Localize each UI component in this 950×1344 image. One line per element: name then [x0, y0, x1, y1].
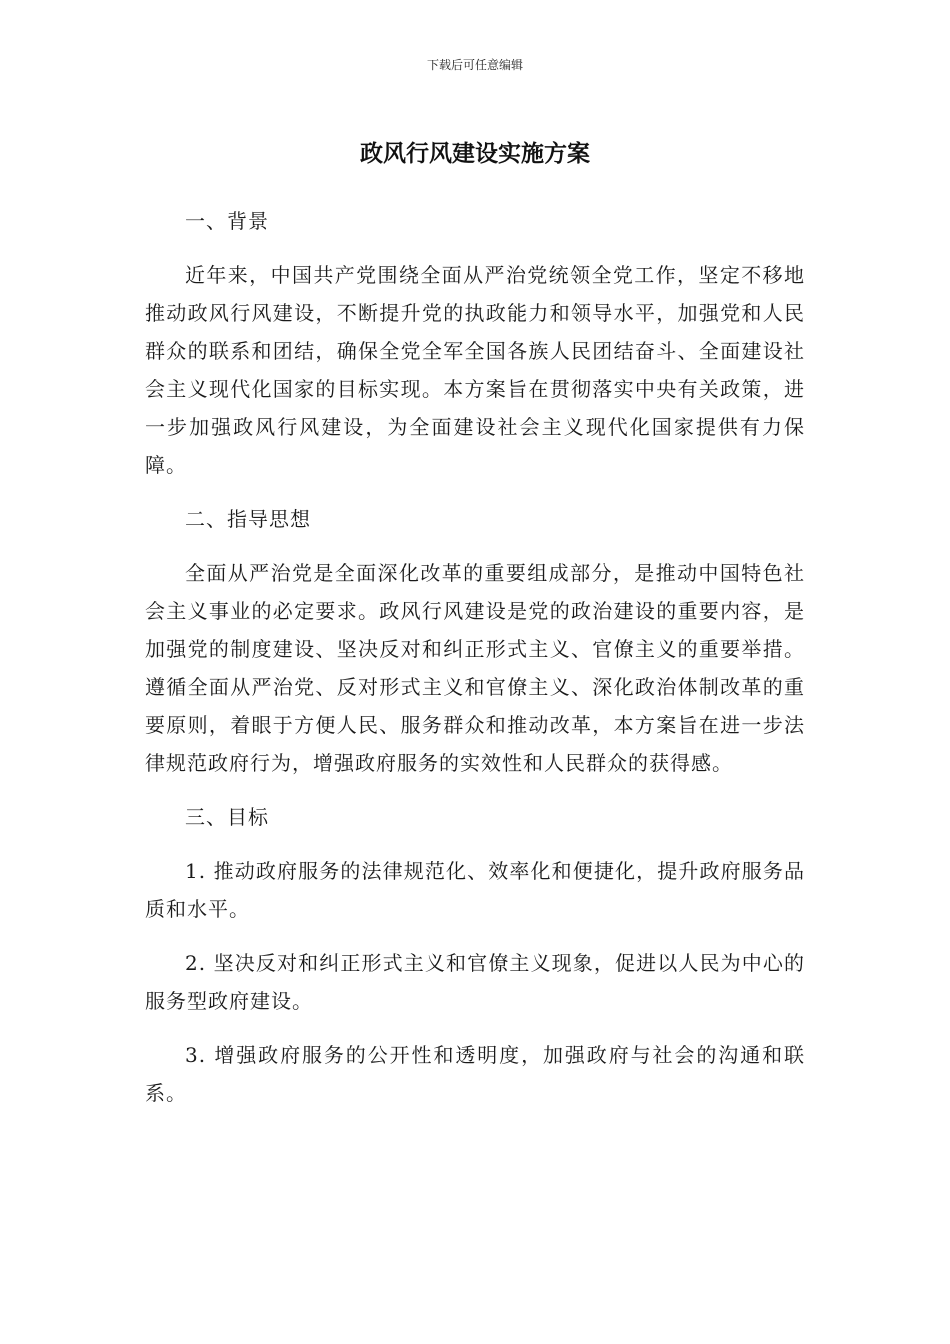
section-goals: [145, 798, 805, 1112]
document-title: 政风行风建设实施方案: [360, 141, 590, 167]
goal-item: 1. 推动政府服务的法律规范化、效率化和便捷化，提升政府服务品质和水平。: [145, 859, 805, 921]
header-note: 下载后可任意编辑: [426, 58, 523, 72]
paragraph: 近年来，中国共产党围绕全面从严治党统领全党工作，坚定不移地推动政风行风建设，不断提升党的执政能力和领导水平，加强党和人民群众的联系和团结，确保全党全军全国各族人民团结奋斗、全面建设社会主义现代化国家的目标实现。本方案旨在贯彻落实中央有关政策，进一步加强政风行风建设，为全面建设社会主义现代化国家提供有力保障。: [145, 263, 805, 477]
goal-item: 3. 增强政府服务的公开性和透明度，加强政府与社会的沟通和联系。: [145, 1043, 805, 1105]
document-body: [145, 202, 805, 1128]
goal-item: 2. 坚决反对和纠正形式主义和官僚主义现象，促进以人民为中心的服务型政府建设。: [145, 951, 805, 1013]
section-guiding-ideology: [145, 500, 805, 782]
section-heading: 一、背景: [185, 209, 269, 233]
section-heading: 二、指导思想: [185, 507, 311, 531]
section-background: [145, 202, 805, 484]
paragraph: 全面从严治党是全面深化改革的重要组成部分，是推动中国特色社会主义事业的必定要求。政风行风建设是党的政治建设的重要内容，是加强党的制度建设、坚决反对和纠正形式主义、官僚主义的重要举措。遵循全面从严治党、反对形式主义和官僚主义、深化政治体制改革的重要原则，着眼于方便人民、服务群众和推动改革，本方案旨在进一步法律规范政府行为，增强政府服务的实效性和人民群众的获得感。: [145, 561, 805, 775]
section-heading: 三、目标: [185, 805, 269, 829]
